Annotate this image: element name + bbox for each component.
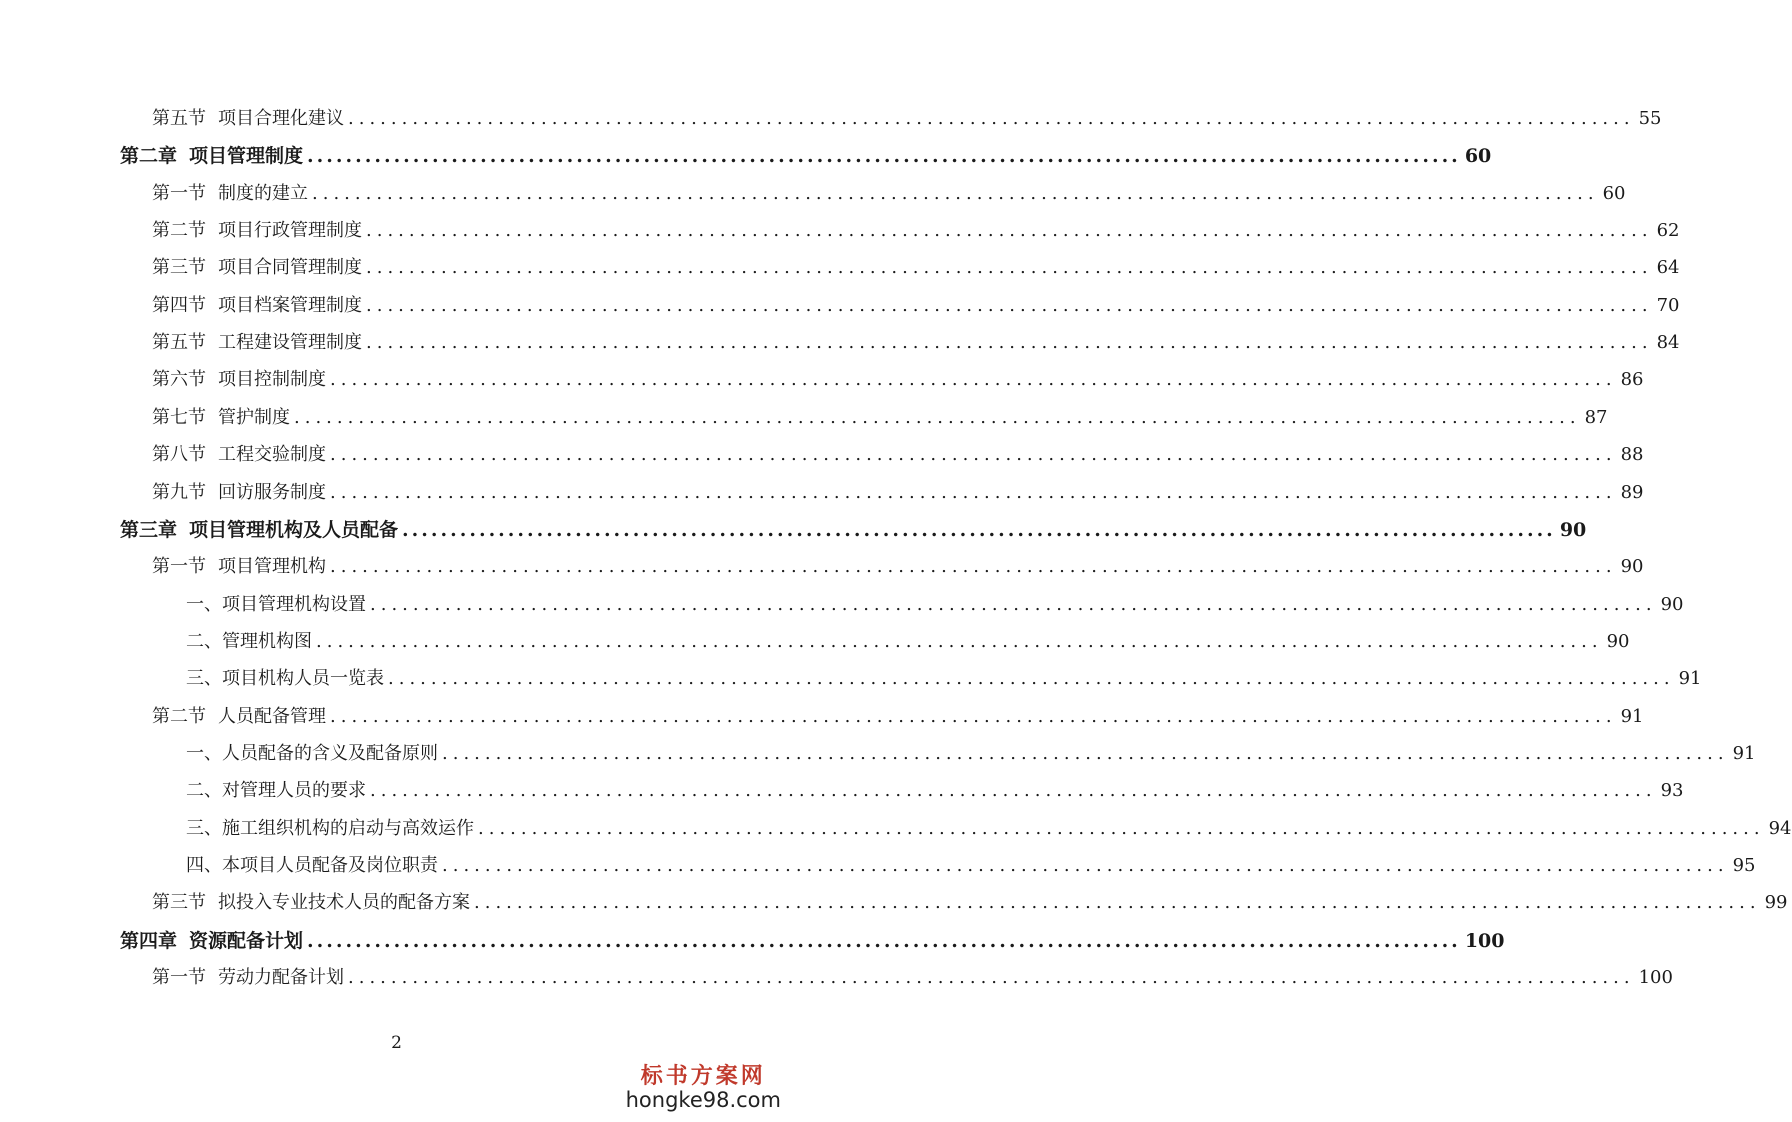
toc-entry[interactable] [152, 404, 1608, 432]
toc-entry[interactable] [152, 553, 1644, 581]
toc-entry-title: 项目合理化建议 [218, 108, 344, 129]
toc-entry-page: 100 [1638, 967, 1673, 988]
toc-entry-page: 88 [1620, 444, 1644, 465]
toc-entry-label [152, 366, 326, 394]
toc-entry-title: 拟投入专业技术人员的配备方案 [218, 892, 470, 913]
watermark-url: hongke98.com [625, 1088, 781, 1112]
toc-entry[interactable] [152, 889, 1788, 917]
toc-entry-page: 90 [1606, 631, 1630, 652]
toc-entry[interactable] [120, 516, 1587, 544]
toc-entry-number: 第一节 [152, 183, 206, 204]
toc-entry-page: 99 [1764, 892, 1788, 913]
toc-dot-leader: ........................................................................................................................ [366, 332, 1653, 353]
toc-entry-page: 60 [1464, 145, 1492, 167]
toc-entry-number: 第三章 [120, 519, 178, 541]
toc-entry-label [186, 665, 384, 693]
toc-entry-label [152, 105, 344, 133]
toc-entry-title: 项目合同管理制度 [218, 257, 362, 278]
toc-entry-number: 二、 [186, 780, 222, 801]
toc-entry[interactable] [152, 964, 1673, 992]
toc-entry-page: 95 [1732, 855, 1756, 876]
toc-entry-page: 84 [1656, 332, 1680, 353]
toc-entry-number: 第五节 [152, 332, 206, 353]
toc-dot-leader: ........................................................................................................................ [366, 295, 1653, 316]
toc-dot-leader: ........................................................................................................................ [348, 967, 1635, 988]
toc-entry[interactable] [186, 815, 1792, 843]
toc-entry-title: 项目管理机构及人员配备 [189, 519, 399, 541]
toc-entry-title: 管理机构图 [222, 631, 312, 652]
toc-entry-title: 项目管理机构设置 [222, 594, 366, 615]
toc-dot-leader: ........................................................................................................................ [330, 444, 1617, 465]
toc-entry-title: 项目机构人员一览表 [222, 668, 384, 689]
toc-entry-label [186, 740, 438, 768]
toc-entry[interactable] [186, 740, 1756, 768]
toc-entry-label [152, 180, 308, 208]
watermark [626, 1059, 781, 1112]
toc-entry[interactable] [152, 479, 1644, 507]
toc-entry-title: 工程交验制度 [218, 444, 326, 465]
page-number: 2 [391, 1033, 402, 1053]
toc-entry-label [152, 254, 362, 282]
toc-dot-leader: ........................................................................................................................ [307, 145, 1461, 167]
toc-entry-page: 62 [1656, 220, 1680, 241]
toc-entry-label [120, 142, 303, 170]
toc-entry[interactable] [152, 703, 1644, 731]
toc-entry-title: 对管理人员的要求 [222, 780, 366, 801]
toc-dot-leader: ........................................................................................................................ [307, 930, 1461, 952]
toc-entry-number: 二、 [186, 631, 222, 652]
toc-entry-label [152, 703, 326, 731]
toc-entry[interactable] [152, 105, 1662, 133]
toc-dot-leader: ........................................................................................................................ [478, 818, 1765, 839]
toc-entry-page: 89 [1620, 482, 1644, 503]
toc-entry-label [186, 777, 366, 805]
toc-entry-title: 施工组织机构的启动与高效运作 [222, 818, 474, 839]
toc-entry[interactable] [186, 777, 1684, 805]
toc-entry-page: 64 [1656, 257, 1680, 278]
toc-entry-number: 第七节 [152, 407, 206, 428]
toc-entry-label [186, 815, 474, 843]
toc-entry-number: 第一节 [152, 556, 206, 577]
toc-entry-number: 一、 [186, 594, 222, 615]
toc-dot-leader: ........................................................................................................................ [474, 892, 1761, 913]
toc-entry[interactable] [152, 441, 1644, 469]
toc-entry-number: 第一节 [152, 967, 206, 988]
toc-dot-leader: ........................................................................................................................ [330, 369, 1617, 390]
toc-entry-label [152, 553, 326, 581]
toc-entry-page: 55 [1638, 108, 1662, 129]
toc-dot-leader: ........................................................................................................................ [442, 855, 1729, 876]
toc-entry-title: 回访服务制度 [218, 482, 326, 503]
toc-entry-title: 管护制度 [218, 407, 290, 428]
watermark-title: 标书方案网 [640, 1063, 766, 1089]
toc-entry[interactable] [186, 628, 1630, 656]
toc-entry-label [152, 479, 326, 507]
toc-entry-page: 70 [1656, 295, 1680, 316]
toc-entry-page: 100 [1464, 930, 1505, 952]
toc-entry-title: 项目管理制度 [189, 145, 304, 167]
toc-entry-number: 第三节 [152, 892, 206, 913]
toc-entry-label [186, 591, 366, 619]
toc-entry[interactable] [120, 142, 1492, 170]
toc-dot-leader: ........................................................................................................................ [366, 257, 1653, 278]
toc-entry-number: 四、 [186, 855, 222, 876]
toc-entry[interactable] [152, 329, 1680, 357]
toc-entry-number: 三、 [186, 818, 222, 839]
toc-entry[interactable] [186, 665, 1702, 693]
toc-entry-page: 90 [1559, 519, 1587, 541]
toc-entry[interactable] [152, 366, 1644, 394]
toc-entry-page: 91 [1620, 706, 1644, 727]
toc-entry-label [152, 889, 470, 917]
toc-dot-leader: ........................................................................................................................ [402, 519, 1556, 541]
toc-dot-leader: ........................................................................................................................ [330, 706, 1617, 727]
toc-entry[interactable] [120, 927, 1505, 955]
toc-entry-title: 本项目人员配备及岗位职责 [222, 855, 438, 876]
toc-entry-title: 资源配备计划 [189, 930, 304, 952]
toc-entry-number: 第二节 [152, 220, 206, 241]
toc-entry-title: 劳动力配备计划 [218, 967, 344, 988]
toc-entry-title: 项目行政管理制度 [218, 220, 362, 241]
toc-dot-leader: ........................................................................................................................ [316, 631, 1603, 652]
toc-entry-label [152, 404, 290, 432]
toc-entry-number: 第四节 [152, 295, 206, 316]
toc-entry-label [152, 329, 362, 357]
toc-entry[interactable] [152, 292, 1680, 320]
toc-entry-title: 工程建设管理制度 [218, 332, 362, 353]
toc-entry[interactable] [186, 852, 1756, 880]
toc-entry-label [152, 964, 344, 992]
toc-entry[interactable] [186, 591, 1684, 619]
toc-entry-page: 90 [1660, 594, 1684, 615]
toc-dot-leader: ........................................................................................................................ [366, 220, 1653, 241]
toc-dot-leader: ........................................................................................................................ [370, 780, 1657, 801]
toc-entry-title: 项目控制制度 [218, 369, 326, 390]
toc-dot-leader: ........................................................................................................................ [330, 482, 1617, 503]
toc-entry-number: 第二章 [120, 145, 178, 167]
toc-entry-label [152, 292, 362, 320]
toc-entry-title: 人员配备的含义及配备原则 [222, 743, 438, 764]
toc-dot-leader: ........................................................................................................................ [370, 594, 1657, 615]
toc-entry-title: 项目档案管理制度 [218, 295, 362, 316]
toc-entry-number: 三、 [186, 668, 222, 689]
toc-entry-label [152, 441, 326, 469]
toc-entry-number: 第二节 [152, 706, 206, 727]
toc-entry-label [120, 516, 398, 544]
toc-entry-title: 制度的建立 [218, 183, 308, 204]
toc-entry-page: 91 [1678, 668, 1702, 689]
toc-entry-page: 93 [1660, 780, 1684, 801]
toc-entry-label [186, 628, 312, 656]
toc-entry-number: 一、 [186, 743, 222, 764]
toc-entry-label [186, 852, 438, 880]
toc-entry-number: 第九节 [152, 482, 206, 503]
toc-entry[interactable] [152, 180, 1626, 208]
toc-entry-number: 第六节 [152, 369, 206, 390]
toc-entry-number: 第三节 [152, 257, 206, 278]
toc-entry-page: 90 [1620, 556, 1644, 577]
toc-dot-leader: ........................................................................................................................ [312, 183, 1599, 204]
toc-entry-label [120, 927, 303, 955]
toc-entry[interactable] [152, 254, 1680, 282]
toc-entry-page: 94 [1768, 818, 1792, 839]
toc-entry-title: 人员配备管理 [218, 706, 326, 727]
toc-entry-title: 项目管理机构 [218, 556, 326, 577]
toc-entry-label [152, 217, 362, 245]
toc-dot-leader: ........................................................................................................................ [330, 556, 1617, 577]
toc-dot-leader: ........................................................................................................................ [294, 407, 1581, 428]
toc-entry[interactable] [152, 217, 1680, 245]
toc-dot-leader: ........................................................................................................................ [388, 668, 1675, 689]
toc-entry-number: 第四章 [120, 930, 178, 952]
toc-entry-page: 91 [1732, 743, 1756, 764]
toc-entry-page: 86 [1620, 369, 1644, 390]
toc-entry-page: 60 [1602, 183, 1626, 204]
toc-entry-page: 87 [1584, 407, 1608, 428]
toc-dot-leader: ........................................................................................................................ [442, 743, 1729, 764]
toc-dot-leader: ........................................................................................................................ [348, 108, 1635, 129]
toc-entry-number: 第五节 [152, 108, 206, 129]
toc-entry-number: 第八节 [152, 444, 206, 465]
